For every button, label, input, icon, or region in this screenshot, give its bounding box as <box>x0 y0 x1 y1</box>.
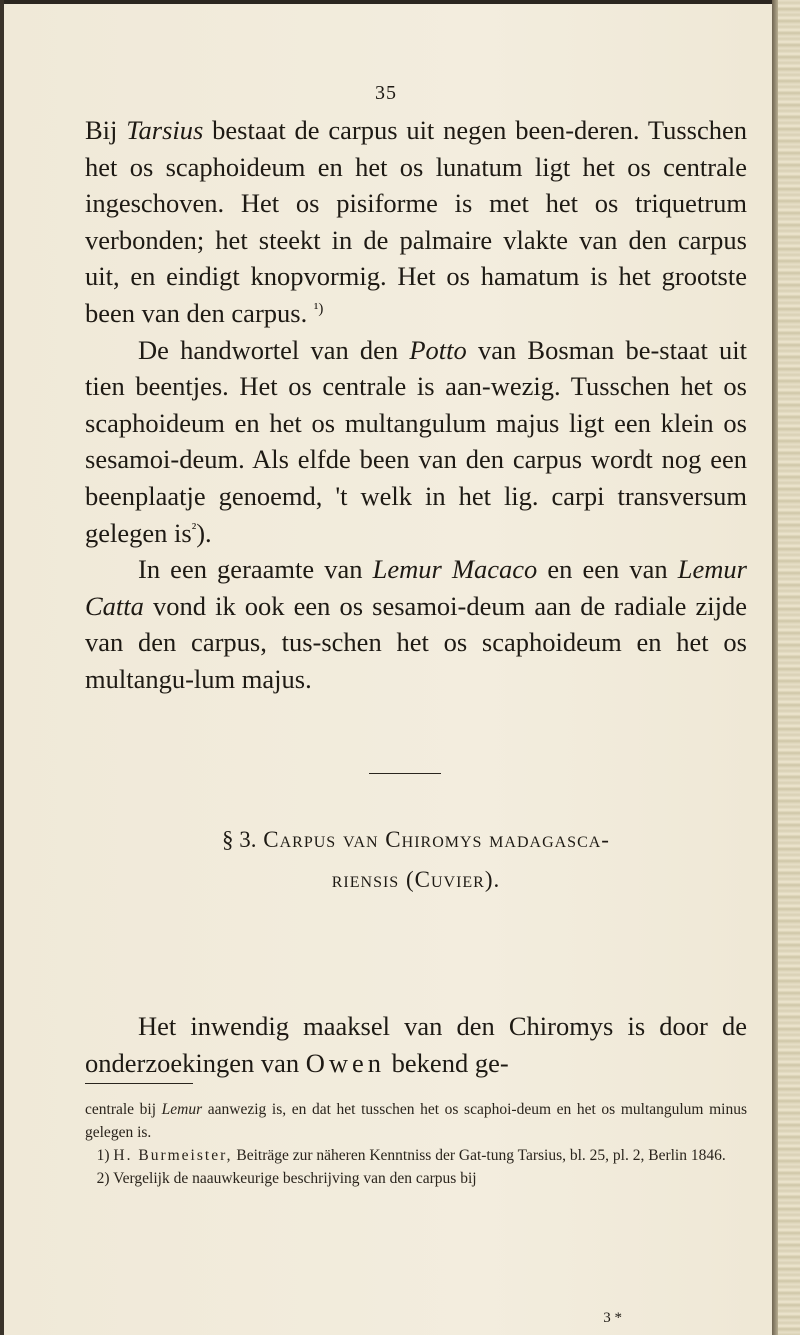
footnote-ref-1: ¹) <box>313 300 324 317</box>
taxon-name: Lemur Macaco <box>372 554 538 585</box>
scan-left-edge <box>0 0 4 1335</box>
footnote-rule <box>85 1083 193 1084</box>
body-text <box>85 112 747 698</box>
footnote-continued: centrale bij Lemur aanwezig is, en dat het tusschen het os scaphoi-deum en het os multangulum minus gelegen is. <box>85 1101 748 1141</box>
scan-top-edge <box>0 0 800 4</box>
footnote-2: 2) Vergelijk de naauwkeurige beschrijving van den carpus bij <box>96 1170 477 1187</box>
footnote-1: 1) H. Burmeister, Beiträge zur näheren Kenntniss der Gat-tung Tarsius, bl. 25, pl. 2, Berlin 1846. <box>96 1147 726 1164</box>
taxon-name: Tarsius <box>126 115 204 145</box>
section-title-line-2: riensis (Cuvier). <box>331 867 501 892</box>
author-name: Owen <box>305 1047 386 1078</box>
paragraph-tarsius: Bij Tarsius bestaat de carpus uit negen been-deren. Tusschen het os scaphoideum en het os lunatum ligt het os centrale ingeschoven. Het os pisiforme is met het os triquetrum verbonden; het steekt in de palmaire vlakte van den carpus uit, en eindigt knopvormig. Het os hamatum is het grootste been van den carpus. $^{^1)}$ <box>85 115 747 328</box>
section-heading <box>85 820 747 900</box>
signature-mark: 3 * <box>603 1310 622 1326</box>
section-number: § 3. <box>222 827 257 852</box>
section-divider <box>369 773 441 774</box>
taxon-name: Lemur Catta <box>85 554 747 621</box>
page-edge-stack <box>772 0 800 1335</box>
paragraph-chiromys: Het inwendig maaksel van den Chiromys is door de onderzoekingen van Owen bekend ge- <box>85 1011 747 1078</box>
paragraph-potto: De handwortel van den Potto van Bosman be-staat uit tien beentjes. Het os centrale is aan-wezig. Tusschen het os scaphoideum en het os multangulum majus ligt een klein os sesamoi-deum. Als elfde been van den carpus wordt nog een beenplaatje genoemd, 't welk in het lig. carpi transversum gelegen $is^{^2}$). <box>85 334 748 548</box>
body-text-continued <box>85 1008 747 1081</box>
taxon-name: Potto <box>409 334 467 365</box>
section-title-line-1: Carpus van Chiromys madagasca- <box>263 827 610 852</box>
paragraph-lemur: In een geraamte van Lemur Macaco en een van Lemur Catta vond ik ook een os sesamoi-deum aan de radiale zijde van den carpus, tus-schen het os scaphoideum en het os multangu-lum majus. <box>85 554 747 694</box>
footnotes <box>85 1098 747 1190</box>
footnote-ref-2: ² <box>191 520 197 537</box>
page-number: 35 <box>375 82 397 104</box>
